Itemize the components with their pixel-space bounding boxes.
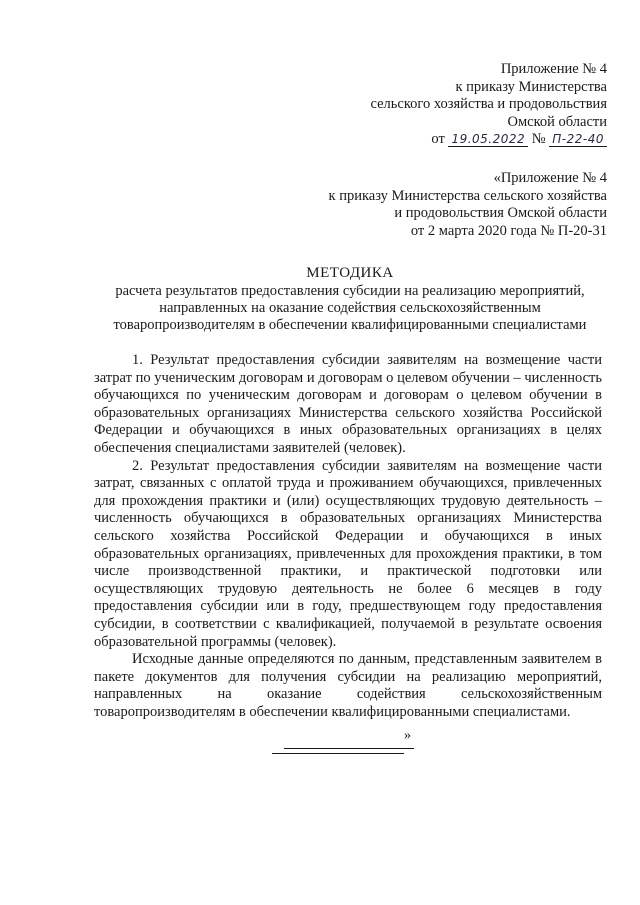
document-title: МЕТОДИКА bbox=[306, 265, 394, 281]
original-order-date: от 2 марта 2020 года № П-20-31 bbox=[410, 222, 607, 239]
original-order-reference: к приказу Министерства сельского хозяйства bbox=[328, 187, 607, 204]
document-body bbox=[94, 352, 602, 721]
appendix-original-header bbox=[207, 170, 607, 240]
appendix-current-header bbox=[247, 61, 607, 149]
closing-line-lower bbox=[272, 753, 404, 754]
closing-quote: » bbox=[404, 728, 411, 743]
paragraph-2: 2. Результат предоставления субсидии заявителям на возмещение части затрат, связанных с оплатой труда и проживанием обучающихся, привлеченных для прохождения практики и (или) осуществляющих трудовую деятельность – численность обучающихся в образовательных организациях Министерства сельского хозяйства Российской Федерации и обучающихся в иных образовательных организациях, привлеченных для прохождения практики, в том числе производственной практики, и практической подготовки или осуществляющих трудовую деятельность не более 6 месяцев в году предоставления субсидии или в году, предшествующем году предоставления субсидии, в соответствии с квалификацией, получаемой в результате освоения образовательной программы (человек). bbox=[94, 457, 602, 650]
handwritten-number: П-22-40 bbox=[549, 132, 607, 147]
appendix-label: Приложение № 4 bbox=[500, 61, 607, 77]
original-ministry-name: и продовольствия Омской области bbox=[394, 205, 607, 221]
ministry-name: сельского хозяйства и продовольствия bbox=[370, 96, 607, 112]
paragraph-1: 1. Результат предоставления субсидии заявителям на возмещение части затрат по ученическим договорам и договорам о целевом обучении – численность обучающихся по ученическим договорам и договорам о целевом обучении в образовательных организациях Министерства сельского хозяйства Российской Федерации и обучающихся в иных образовательных организациях в целях обеспечения специалистами заявителей (человек). bbox=[94, 352, 602, 456]
closing-line bbox=[284, 732, 414, 749]
number-prefix: № bbox=[531, 131, 546, 147]
region-name: Омской области bbox=[507, 113, 607, 130]
original-appendix-label: «Приложение № 4 bbox=[493, 170, 607, 186]
order-reference: к приказу Министерства bbox=[455, 78, 607, 95]
paragraph-3: Исходные данные определяются по данным, представленным заявителем в пакете документов для получения субсидии на реализацию мероприятий, направленных на оказание содействия сельскохозяйственным товаропроизводителям в обеспечении квалифицированными специалистами. bbox=[94, 651, 602, 720]
handwritten-date: 19.05.2022 bbox=[448, 132, 528, 147]
document-subtitle: расчета результатов предоставления субсидии на реализацию мероприятий, направленных на оказание содействия сельскохозяйственным товаропроизводителям в обеспечении квалифицированными специалистами bbox=[113, 283, 587, 333]
date-prefix: от bbox=[431, 131, 445, 147]
order-date-line bbox=[247, 131, 607, 149]
